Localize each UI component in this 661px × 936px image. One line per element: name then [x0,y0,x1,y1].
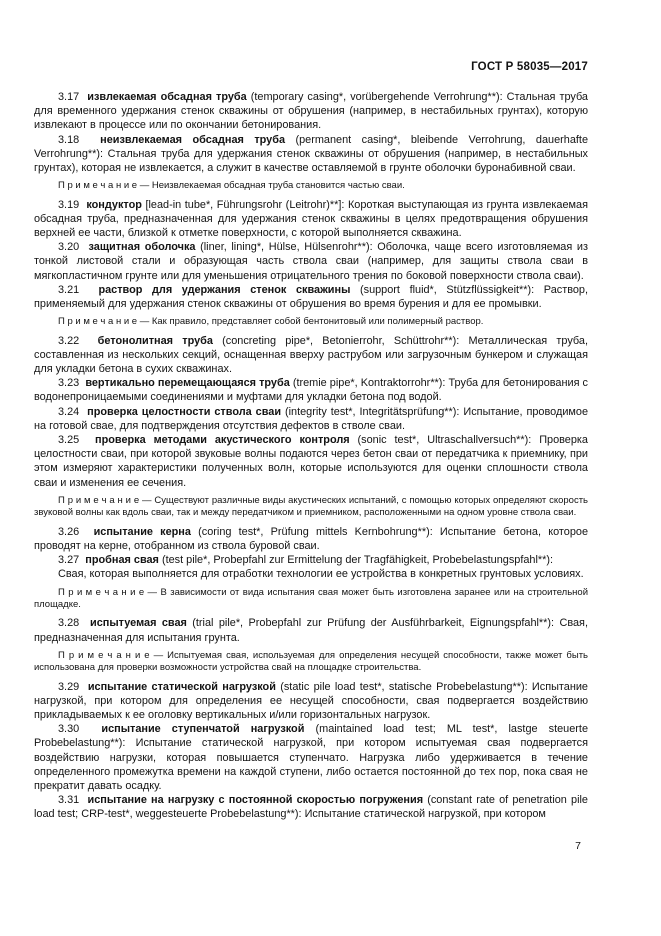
clause-text: (liner, lining*, Hülse, Hülsenrohr**): Оболочка, чаще всего изготовляемая из тонкой листовой стали и образующая часть ствола сваи (например, для защиты ствола сваи в мягкопластичном грунте или для уменьшения отрицательного трения по боковой поверхности ствола сваи). [34,241,588,282]
note-label: П р и м е ч а н и е [58,316,138,328]
clause-number: 3.31 [58,794,80,807]
note-text: Испытуемая свая, используемая для определения несущей способности, также может быть использована для проверки возможности устройства свай на площадке строительства. [34,649,589,674]
clause-definition [34,90,588,133]
clause-definition [34,433,588,490]
clause-note: П р и м е ч а н и е — Испытуемая свая, используемая для определения несущей способности, также может быть использована для проверки возможности устройства свай на площадке строительства. [34,649,589,674]
clause-term: бетонолитная труба [97,334,213,347]
clause-definition [34,680,588,723]
clause-text: (static pile load test*, statische Probebelastung**): Испытание нагрузкой, при котором для определения ее несущей способности, свая подвергается воздействию прикладываемых к ее оголовку вертикальных и/или горизонтальных нагрузок. [34,680,588,721]
clause-number: 3.24 [58,405,80,418]
clause-text: (tremie pipe*, Kontraktorrohr**): Труба для бетонирования с водонепроницаемыми соединениями и муфтами для укладки бетона под водой. [34,377,588,404]
clause-definition [34,133,588,176]
note-text: Существуют различные виды акустических испытаний, с помощью которых определяют скорость звуковой волны как вдоль сваи, так и между передатчиком и приемником, расположенными на одном уровне ствола сваи. [34,494,589,519]
clause-term: испытуемая свая [90,617,187,630]
clause-number: 3.27 [58,554,80,567]
clause-text: (constant rate of penetration pile load test; CRP-test*, weggesteuerte Probebelastung**): Испытание статической нагрузкой, при котором [34,794,588,821]
clause-number: 3.28 [58,617,80,630]
clause-text: (maintained load test; ML test*, lastge steuerte Probebelastung**): Испытание статической нагрузкой, при котором испытуемая свая подвергается воздействию нагрузки, которая повышается ступенчато. Нагрузка либо удерживается в течение определенного промежутка времени на каждой ступени, либо остается постоянной до тех пор, пока свая не прекратит давать осадку. [34,723,589,792]
clause-definition [34,793,588,821]
clause-note: П р и м е ч а н и е — Существуют различные виды акустических испытаний, с помощью которых определяют скорость звуковой волны как вдоль сваи, так и между передатчиком и приемником, расположенными на одном уровне ствола сваи. [34,494,589,519]
clause-number: 3.17 [58,91,80,103]
clause-number: 3.30 [58,723,80,736]
clause-definition [34,525,588,553]
note-label: П р и м е ч а н и е [58,180,138,192]
document-code-header: ГОСТ Р 58035—2017 [471,61,588,73]
note-text: Неизвлекаемая обсадная труба становится частью сваи. [151,180,405,192]
clause-number: 3.20 [58,241,80,254]
clause-term: защитная оболочка [88,241,196,254]
clause-text: (sonic test*, Ultraschallversuch**): Проверка целостности сваи, при которой звуковые волны подаются через бетон сваи от передатчика к приемнику, при этом измеряют характеристики полученных волн, которые используются для оценки сплошности ствола сваи и изменения ее сечения. [34,434,588,489]
clause-term: неизвлекаемая обсадная труба [100,133,286,146]
clause-term: испытание на нагрузку с постоянной скоростью погружения [87,794,424,807]
clause-note: П р и м е ч а н и е — Неизвлекаемая обсадная труба становится частью сваи. [58,180,405,192]
clause-number: 3.21 [58,283,80,296]
clause-number: 3.29 [58,680,80,693]
clause-number: 3.18 [58,133,80,146]
clause-definition [34,616,588,644]
clause-definition [34,553,588,567]
clause-text: (temporary casing*, vorübergehende Verrohrung**): Стальная труба для временного удержания стенок скважины от обрушения (например, в нестабильных грунтах), которую извлекают в процессе или по окончании бетонирования. [34,91,588,132]
clause-term: извлекаемая обсадная труба [87,91,247,103]
clause-number: 3.23 [58,377,80,390]
clause-term: испытание ступенчатой нагрузкой [101,723,305,736]
clause-text: (coring test*, Prüfung mittels Kernbohrung**): Испытание бетона, которое проводят на керне, отобранном из ствола буровой сваи. [34,525,589,552]
clause-definition [34,405,588,433]
note-label: П р и м е ч а н и е [58,586,145,598]
clause-text: (permanent casing*, bleibende Verrohrung, dauerhafte Verrohrung**): Стальная труба для удержания стенок скважины от обрушения (например, в нестабильных грунтах), которая не извлекается, а служит в качестве оставляемой в грунте оболочки буронабивной сваи. [34,133,588,175]
clause-number: 3.25 [58,434,80,447]
clause-definition [34,334,588,377]
clause-number: 3.26 [58,525,80,538]
clause-term: раствор для удержания стенок скважины [98,283,351,296]
clause-note: П р и м е ч а н и е — В зависимости от вида испытания свая может быть изготовлена заранее или на строительной площадке. [34,586,589,610]
note-text: Как правило, представляет собой бентонитовый или полимерный раствор. [151,316,484,328]
terms-and-definitions-list [34,90,588,822]
clause-note: П р и м е ч а н и е — Как правило, представляет собой бентонитовый или полимерный раствор. [58,316,484,328]
clause-text: (support fluid*, Stützflüssigkeit**): Раствор, применяемый для удержания стенок скважины от обрушения во время бурения и для ее промывки. [34,283,588,311]
clause-definition [34,376,588,404]
clause-term: пробная свая [85,554,159,567]
clause-term: вертикально перемещающаяся труба [85,377,290,390]
clause-text: (test pile*, Probepfahl zur Ermittelung der Tragfähigkeit, Probebelastungspfahl**): [161,554,554,567]
note-label: П р и м е ч а н и е [58,649,150,661]
note-text: В зависимости от вида испытания свая может быть изготовлена заранее или на строительной площадке. [34,586,589,610]
clause-text-continued: Свая, которая выполняется для отработки технологии ее устройства в конкретных грунтовых условиях. [58,568,584,581]
clause-term: проверка целостности ствола сваи [87,405,282,418]
clause-term: испытание керна [93,525,191,538]
clause-term: проверка методами акустического контроля [95,434,350,447]
clause-term: кондуктор [86,198,142,211]
clause-definition [34,198,588,241]
clause-definition [34,722,588,793]
clause-text: [lead-in tube*, Führungsrohr (Leitrohr)**]: Короткая выступающая из грунта извлекаемая обсадная труба, предназначенная для удержания стенок скважины в целях предотвращения обрушения верхней ее части, близкой к отметке поверхности, с которой выполняется скважина. [34,198,588,240]
clause-definition [34,240,588,283]
note-label: П р и м е ч а н и е [58,494,140,506]
clause-term: испытание статической нагрузкой [87,680,276,693]
clause-definition [34,283,588,311]
clause-text: (trial pile*, Probepfahl zur Prüfung der Ausführbarkeit, Eignungspfahl**): Свая, предназначенная для испытания грунта. [34,617,588,644]
clause-text: (integrity test*, Integritätsprüfung**): Испытание, проводимое на готовой свае, для подтверждения отсутствия дефектов в стволе сваи. [34,405,589,432]
clause-number: 3.22 [58,334,80,347]
clause-number: 3.19 [58,198,80,211]
clause-text: (concreting pipe*, Betonierrohr, Schüttrohr**): Металлическая труба, составленная из нескольких секций, оснащенная вверху раструбом или загрузочным бункером и служащая для укладки бетона в сухих скважинах. [34,334,588,376]
page-number: 7 [575,840,581,852]
